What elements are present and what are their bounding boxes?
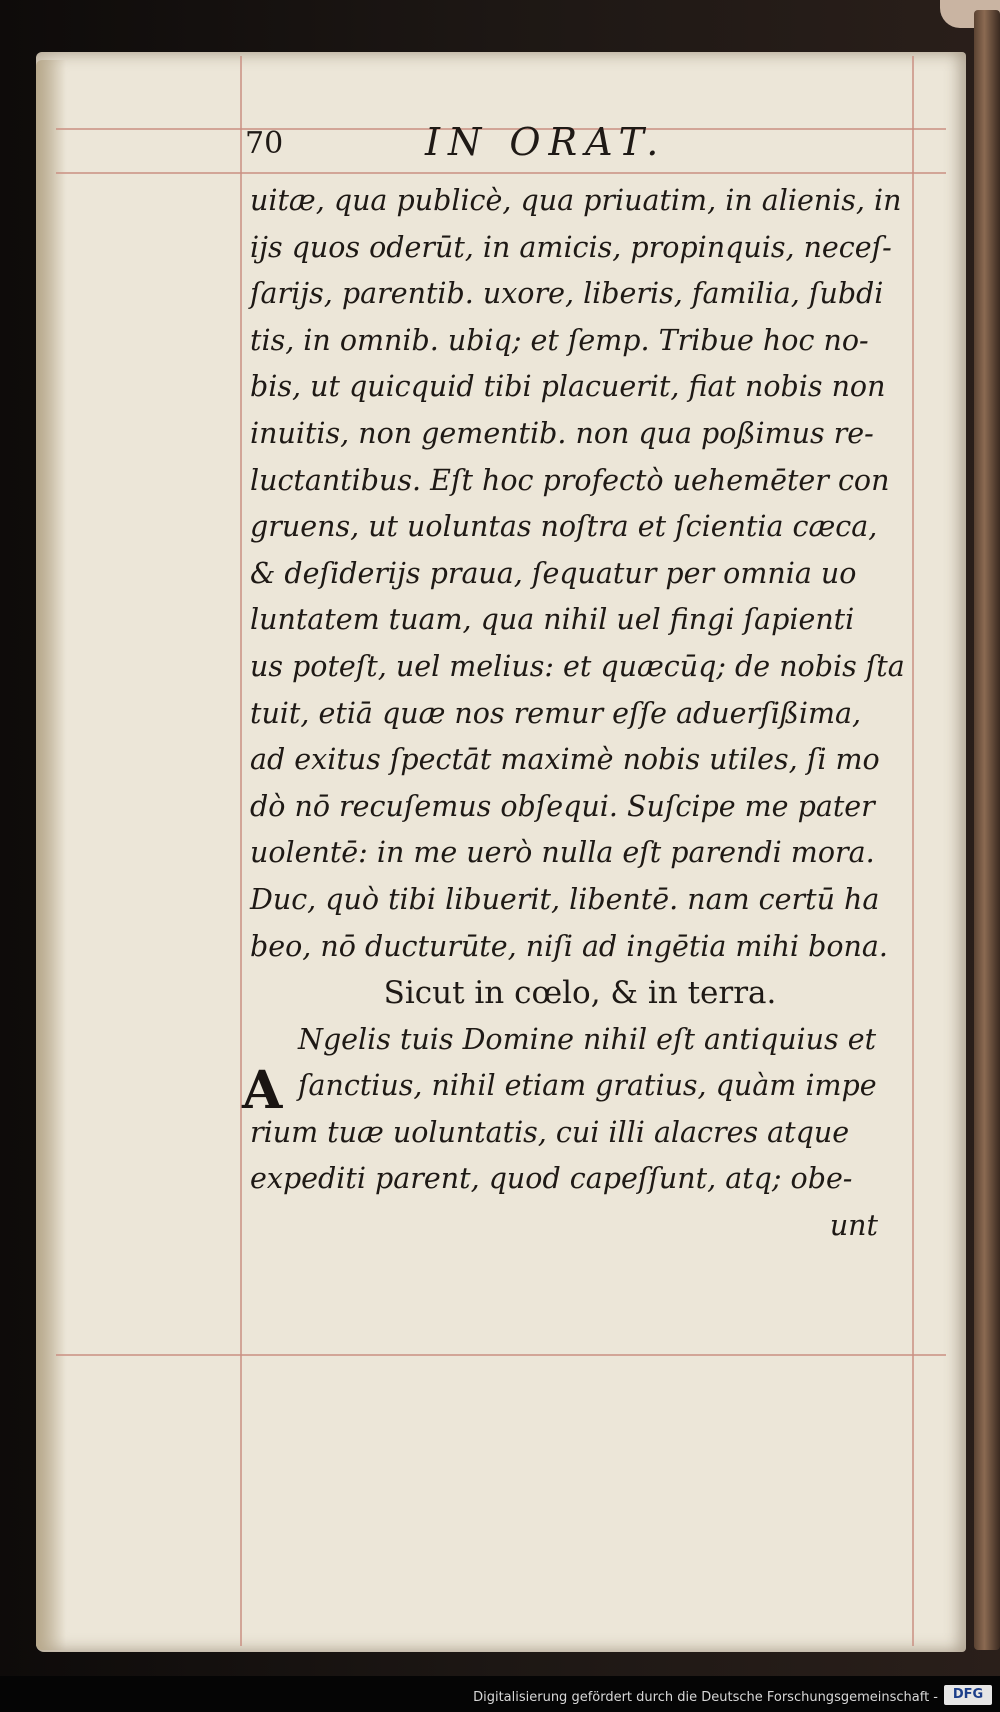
gutter-shadow bbox=[36, 60, 66, 1650]
text-line: rium tuæ uoluntatis, cui illi alacres atque bbox=[250, 1115, 850, 1149]
text-line: bis, ut quicquid tibi placuerit, fiat nobis non bbox=[250, 370, 886, 404]
footer-credit: Digitalisierung gefördert durch die Deutsche Forschungsgemeinschaft - bbox=[473, 1690, 938, 1705]
running-title: IN ORAT. bbox=[425, 120, 667, 164]
text-line: uitæ, qua publicè, qua priuatim, in alienis, in bbox=[250, 184, 902, 217]
text-line: luntatem tuam, qua nihil uel fingi ſapienti bbox=[250, 603, 855, 637]
text-line: & deſiderijs praua, ſequatur per omnia uo bbox=[250, 556, 857, 590]
text-line: expediti parent, quod capeſſunt, atq; obe- bbox=[250, 1162, 853, 1196]
text-line: beo, nō ducturūte, niſi ad ingētia mihi bona. bbox=[250, 929, 888, 963]
text-line: Duc, quò tibi libuerit, libentē. nam certū ha bbox=[250, 882, 880, 916]
section-heading: Sicut in cœlo, & in terra. bbox=[383, 975, 777, 1012]
text-line: ad exitus ſpectāt maximè nobis utiles, ſi mo bbox=[250, 743, 880, 777]
text-block bbox=[242, 178, 905, 1250]
drop-initial: A bbox=[242, 1059, 283, 1121]
rule-left bbox=[240, 56, 242, 1646]
text-line: luctantibus. Eſt hoc profectò uehemēter con bbox=[250, 463, 890, 497]
text-line: dò nō recuſemus obſequi. Suſcipe me pater bbox=[250, 789, 875, 823]
rule-right bbox=[912, 56, 914, 1646]
paragraph-2 bbox=[242, 1017, 890, 1203]
footer-bar bbox=[0, 1676, 1000, 1712]
running-head bbox=[245, 120, 885, 170]
dfg-logo: DFG bbox=[944, 1685, 992, 1705]
text-line: ijs quos oderūt, in amicis, propinquis, neceſ- bbox=[250, 230, 892, 264]
text-line: uolentē: in me uerò nulla eſt parendi mora. bbox=[250, 836, 875, 870]
book-edge bbox=[974, 10, 1000, 1650]
text-line: us poteſt, uel melius: et quæcūq; de nobis ſta bbox=[250, 649, 905, 683]
text-line: gruens, ut uoluntas noſtra et ſcientia cæca, bbox=[250, 510, 878, 544]
text-line: Ngelis tuis Domine nihil eſt antiquius et bbox=[298, 1022, 877, 1056]
text-line: tuit, etiā quæ nos remur eſſe aduerſißima, bbox=[250, 696, 862, 730]
text-line: ſarijs, parentib. uxore, liberis, familia, ſubdi bbox=[250, 277, 884, 311]
rule-head bbox=[56, 172, 946, 174]
text-line: ſanctius, nihil etiam gratius, quàm impe bbox=[298, 1069, 877, 1103]
text-line: tis, in omnib. ubiq; et ſemp. Tribue hoc no- bbox=[250, 323, 869, 357]
catchword: unt bbox=[829, 1209, 878, 1243]
rule-bottom bbox=[56, 1354, 946, 1356]
text-line: inuitis, non gementib. non qua poßimus re- bbox=[250, 416, 874, 450]
paragraph-1 bbox=[250, 178, 905, 970]
page-number: 70 bbox=[245, 126, 284, 161]
